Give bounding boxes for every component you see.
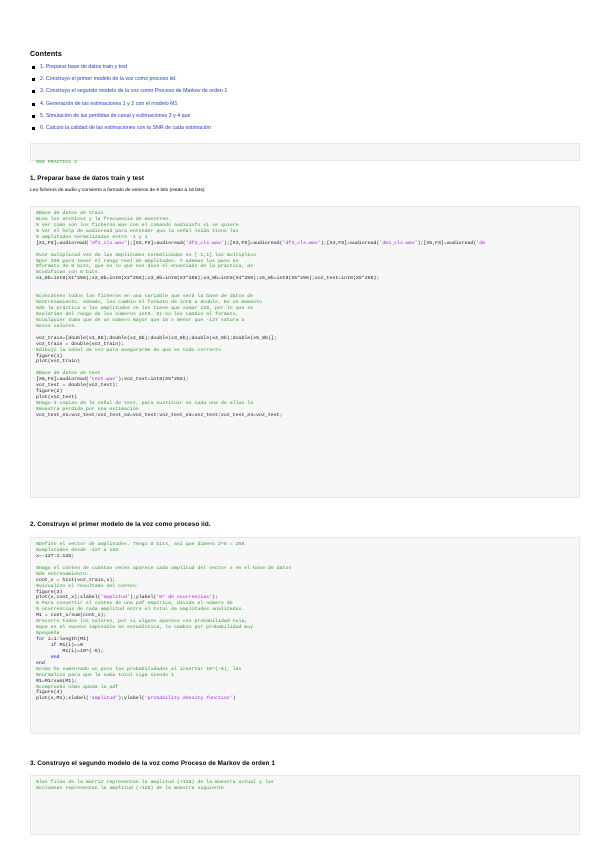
code-keyword: if: [50, 642, 57, 648]
toc-link[interactable]: 4. Generación de las estimaciones 1 y 2 con el modelo M1: [40, 100, 178, 107]
code-comment: %las filas de la matriz representan la amplitud (+128) de la muestra actual y las: [36, 780, 274, 785]
code-comment: %saldrían del rango de los números int8. Si no les cambio el formato,: [36, 311, 239, 317]
section-heading-3: 3. Construyo el segundo modelo de la voz como Proceso de Markov de orden 1: [30, 760, 275, 767]
code-line: [36, 786, 574, 792]
code-line: [36, 413, 574, 419]
code-comment: %cualquier suma que de un número mayor que 16 o menor que -127 satura a: [36, 317, 245, 323]
code-comment: %Defino el vector de amplitudes. Tengo 8 bits, así que dimeno 2^8 = 256: [36, 542, 245, 547]
code-text: voz_test_e1=voz_test;voz_test_e2=voz_test;voz_test_e3=voz_test;voz_test_e4=voz_test;: [36, 412, 283, 418]
code-text: M1 = cont_x/sum(cont_x);: [36, 613, 107, 619]
code-text: );[X5,FS]=audioread(: [417, 240, 477, 246]
code-comment: %recorro todos los valores, por si alguno aparece con probabilidad nula,: [36, 619, 248, 625]
section-1-paragraph: Leo ficheros de audio y convierto a formato de enteros de 8 bits (están a 16 bits): [30, 188, 205, 193]
code-text: figure(2): [36, 389, 63, 395]
code-text: plot(voz_train): [36, 359, 81, 365]
code-comment: %Leo los archivos y la frecuencia de muestreo.: [36, 216, 172, 222]
code-keyword: end: [50, 654, 60, 660]
code-block-1: [30, 206, 580, 498]
toc-link[interactable]: 5. Simulación de las perdidas de canal y estimaciones 3 y 4 que: [40, 112, 191, 119]
table-of-contents: [30, 63, 227, 136]
code-comment: % ver el help de audioread para entender que la señal leida tiene las: [36, 228, 239, 234]
code-comment: %formato de 8 bits, que es lo que nos dice el enunciado de la práctica, de: [36, 264, 254, 270]
code-comment: %codifican con 8 bits.: [36, 270, 101, 276]
toc-link[interactable]: 6. Calculo la calidad de las estimaciones con la SNR de cada estimación: [40, 124, 211, 131]
code-comment: %amplitudes desde -127 a 128: [36, 547, 119, 553]
section-heading-2: 2. Construyo el primer modelo de la voz como proceso iid.: [30, 521, 211, 528]
code-comment: %entrenamiento. Además, les cambio el formato de int8 a double. En un momento: [36, 300, 262, 306]
code-comment: % Para convertir el conteo de una pdf empírica, divido el número de: [36, 601, 233, 607]
code-comment: %visualizo el resultado del conteo:: [36, 583, 139, 589]
toc-link[interactable]: 1. Preparar base de datos train y test: [40, 64, 128, 70]
code-text: [36, 655, 51, 660]
code-text: [X6,FS]=audioread(: [36, 377, 89, 383]
code-string: 'test.wav': [88, 377, 119, 383]
code-comment: %muestra perdida por una estimación: [36, 406, 139, 412]
toc-item[interactable]: [30, 124, 227, 136]
code-text: plot(x,cont_x);xlabel(: [36, 595, 101, 601]
code-comment: % ver como son los ficheros.wav con el comando audioinfo si se quiere.: [36, 222, 242, 228]
code-comment: %columnas representan la amplitud (+128) de la muestra siguiente: [36, 785, 224, 791]
code-string: 'amplitud': [100, 595, 130, 601]
code-comment: %de la práctica a las amplitudes se les tiene que sumar 128, por lo que se: [36, 306, 254, 311]
code-comment: %dibujo la señal de voz para asegurarme de que es todo correcto: [36, 347, 221, 353]
code-line: [36, 696, 574, 702]
code-text: [36, 643, 51, 648]
code-text: voz_train = double(voz_train);: [36, 341, 125, 347]
code-text: );ylabel(: [118, 696, 145, 702]
code-text: );[X2,FS]=audioread(: [126, 240, 186, 246]
code-text: [X1,FS]=audioread(: [36, 240, 89, 246]
code-text: figure(3): [36, 589, 63, 595]
code-comment: % amplitudes normalizadas entre -1 y 1: [36, 234, 148, 240]
code-text: x1_8b=int8(X1*256);x2_8b=int8(X2*256);x3_8b=int8(X3*256);x4_8b=int8(X4*256);x5_8b=int8(X5*256);voz_test=int8(X5*256);: [36, 276, 380, 282]
code-comment: %Hago 4 copias de la señal de test, para sustituir en cada una de ellas la: [36, 401, 254, 406]
code-text: x=-127:1:128;: [36, 553, 75, 559]
code-comment: %concateno todos los ficheros en una variable que será la base de datos de: [36, 294, 254, 300]
code-text: figure(1): [36, 353, 63, 359]
toc-item[interactable]: [30, 87, 227, 99]
code-comment: %Base de datos de test: [36, 371, 101, 377]
code-text: voz_train=[double(x1_8b);double(x2_8b);double(x3_8b);double(x4_8b);double(x5_8b)];: [36, 335, 277, 341]
code-comment: %%% PRACTICA 2: [36, 159, 78, 165]
code-comment: %esos valores.: [36, 323, 78, 329]
code-block-2: [30, 537, 580, 734]
code-text: plot(x,M1);xlabel(: [36, 696, 89, 702]
code-text: figure(4): [36, 690, 63, 696]
code-text: ): [232, 696, 236, 702]
code-string: 'probability density function': [144, 696, 233, 702]
code-string: 'df1_cls.wav': [88, 240, 127, 246]
code-string: 'dm: [476, 240, 486, 246]
code-comment: %Hago el conteo de cuántas veces aparece cada amplitud del vector x en el base de datos: [36, 565, 292, 571]
code-comment: %por 256 para tener el rango real de amplitudes. Y ademas las paso en: [36, 258, 239, 264]
intro-code-block: [30, 143, 580, 165]
code-string: 'df2_cls.wav': [185, 240, 224, 246]
code-block-3: [30, 775, 580, 835]
code-text: M1(i)=10^(-6);: [36, 648, 104, 654]
code-comment: %pequeña: [36, 631, 60, 637]
code-comment: %Base de datos de train: [36, 211, 104, 216]
code-comment: %compruebo cómo queda la pdf: [36, 684, 119, 690]
code-comment: %de entrenamiento:: [36, 571, 89, 577]
toc-link[interactable]: 2. Construyo el primer modelo de la voz como proceso iid.: [40, 76, 177, 83]
code-comment: % ocurrencias de cada amplitud entre el total de amplitudes analizadas.: [36, 607, 245, 613]
contents-heading: Contents: [30, 51, 62, 58]
code-comment: %que es el suceso imposible en estadística, lo cambio por probabilidad muy: [36, 625, 254, 631]
code-text: );voz_test=int8(X5*256);: [118, 377, 189, 383]
code-text: );[X4,FS]=audioread(: [320, 240, 380, 246]
code-comment: %como he sumentado un poco las probabilidades al insertar 10^(-6), las: [36, 666, 242, 672]
code-text: cont_x = hist(voz_train,x);: [36, 577, 116, 583]
code-string: 'amplitud': [88, 696, 119, 702]
code-text: M1=M1/sum(M1);: [36, 678, 78, 684]
code-keyword: end: [36, 660, 45, 666]
code-keyword: for: [36, 637, 45, 642]
code-text: );ylabel(: [129, 595, 157, 601]
toc-item[interactable]: [30, 112, 227, 124]
code-text: M1(i)==0: [56, 642, 83, 648]
toc-item[interactable]: [30, 75, 227, 87]
toc-item[interactable]: [30, 63, 227, 75]
toc-item[interactable]: [30, 100, 227, 112]
code-text: );: [212, 595, 218, 601]
code-string: 'Nº de ocurrencias': [156, 595, 213, 601]
code-text: voz_test = double(voz_test);: [36, 383, 119, 389]
code-text: i=1:length(M1): [44, 637, 89, 642]
code-text: );[X3,FS]=audioread(: [223, 240, 283, 246]
code-string: 'df3_cls.wav': [282, 240, 321, 246]
code-comment: %normalizo para que la suma total siga siendo 1: [36, 672, 174, 678]
code-string: 'dm1_cls.wav': [379, 240, 418, 246]
code-text: plot(voz_test): [36, 395, 78, 401]
code-comment: %voz muliplicad vez de las amplitudes normalizadas en [-1,1] las multiplico: [36, 252, 257, 258]
section-heading-1: 1. Preparar base de datos train y test: [30, 175, 145, 182]
toc-link[interactable]: 3. Construyo el segundo modelo de la voz como Proceso de Markov de orden 1: [40, 88, 228, 95]
